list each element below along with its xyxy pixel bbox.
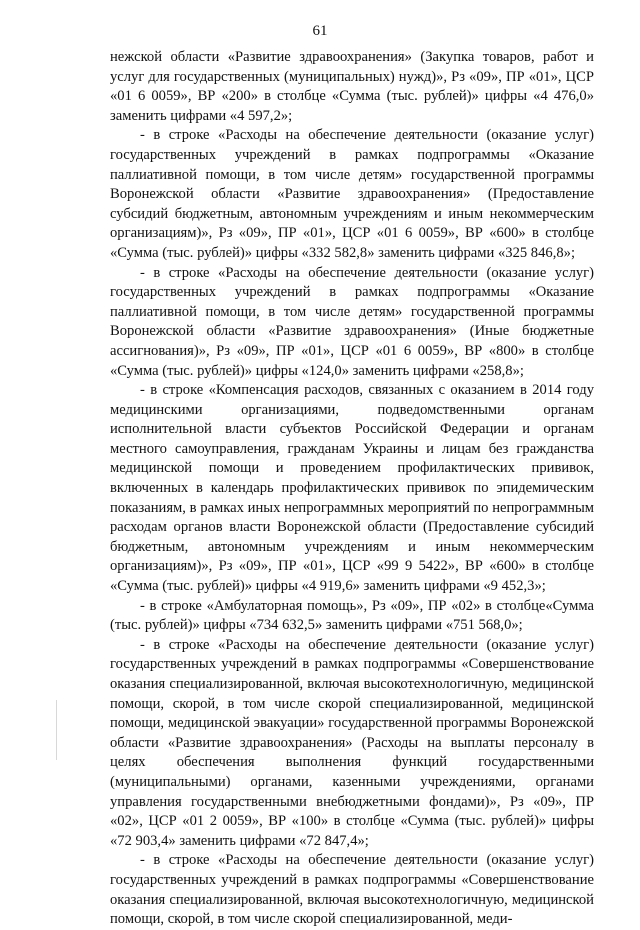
document-body [110,48,594,930]
paragraph-item: - в строке «Расходы на обеспечение деятельности (оказание услуг) государственных учреждений в рамках подпрограммы «Оказание паллиативной помощи, в том числе детям» государственной программы Воронежской области «Развитие здравоохранения» (Иные бюджетные ассигнования)», Рз «09», ПР «01», ЦСР «01 6 0059», ВР «800» в столбце «Сумма (тыс. рублей)» цифры «124,0» заменить цифрами «258,8»; [110,264,594,379]
paragraph-item: - в строке «Компенсация расходов, связанных с оказанием в 2014 году медицинскими организациями, подведомственными органам исполнительной власти субъектов Российской Федерации и органам местного самоуправления, гражданам Украины и лицам без гражданства медицинской помощи и проведением профилактических прививок, включенных в календарь профилактических прививок по эпидемическим показаниям, в рамках иных непрограммных мероприятий по непрограммным расходам органов власти Воронежской области (Предоставление субсидий бюджетным, автономным учреждениям и иным некоммерческим организациям)», Рз «09», ПР «01», ЦСР «99 9 5422», ВР «600» в столбце «Сумма (тыс. рублей)» цифры «4 919,6» заменить цифрами «9 452,3»; [110,382,594,595]
paragraph-item: - в строке «Амбулаторная помощь», Рз «09», ПР «02» в столбце«Сумма (тыс. рублей)» цифры «734 632,5» заменить цифрами «751 568,0»; [110,597,594,634]
paragraph-item: - в строке «Расходы на обеспечение деятельности (оказание услуг) государственных учреждений в рамках подпрограммы «Оказание паллиативной помощи, в том числе детям» государственной программы Воронежской области «Развитие здравоохранения» (Предоставление субсидий бюджетным, автономным учреждениям и иным некоммерческим организациям)», Рз «09», ПР «01», ЦСР «01 6 0059», ВР «600» в столбце «Сумма (тыс. рублей)» цифры «332 582,8» заменить цифрами «325 846,8»; [110,127,594,261]
paragraph-continuation: нежской области «Развитие здравоохранения» (Закупка товаров, работ и услуг для государственных (муниципальных) нужд)», Рз «09», ПР «01», ЦСР «01 6 0059», ВР «200» в столбце «Сумма (тыс. рублей)» цифры «4 476,0» заменить цифрами «4 597,2»; [110,49,594,124]
paragraph-item: - в строке «Расходы на обеспечение деятельности (оказание услуг) государственных учреждений в рамках подпрограммы «Совершенствование оказания специализированной, включая высокотехнологичную, медицинской помощи, скорой, в том числе скорой специализированной, медицинской помощи, медицинской эвакуации» государственной программы Воронежской области «Развитие здравоохранения» (Расходы на выплаты персоналу в целях обеспечения выполнения функций государственными (муниципальными) органами, казенными учреждениями, органами управления государственными внебюджетными фондами)», Рз «09», ПР «02», ЦСР «01 2 0059», ВР «100» в столбце «Сумма (тыс. рублей)» цифры «72 903,4» заменить цифрами «72 847,4»; [110,636,594,849]
paragraph-item: - в строке «Расходы на обеспечение деятельности (оказание услуг) государственных учреждений в рамках подпрограммы «Совершенствование оказания специализированной, включая высокотехнологичную, медицинской помощи, скорой, в том числе скорой специализированной, меди- [110,852,594,928]
page-number: 61 [312,23,328,39]
scan-margin-mark [56,700,57,760]
